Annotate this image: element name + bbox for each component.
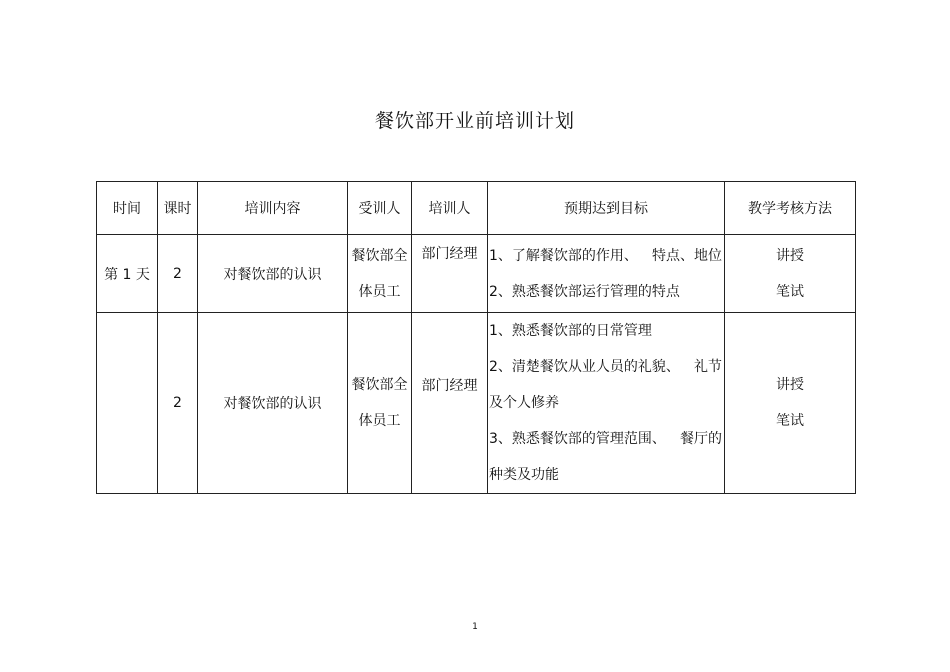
row1-method-written: 笔试 bbox=[776, 283, 804, 300]
row2-trainee-line1: 餐饮部全 bbox=[351, 377, 408, 393]
row2-hours: 2 bbox=[158, 313, 198, 494]
row2-goal3-part-b: 餐厅的 bbox=[680, 431, 722, 447]
row2-trainee bbox=[348, 313, 412, 494]
row2-method-lecture: 讲授 bbox=[776, 377, 804, 393]
page-number: 1 bbox=[472, 622, 478, 632]
row2-trainee-line2: 体员工 bbox=[358, 413, 401, 429]
row1-hours: 2 bbox=[158, 235, 198, 313]
row1-trainer: 部门经理 bbox=[412, 235, 488, 313]
row1-goal1-part-b: 特点、地位 bbox=[652, 247, 722, 264]
row2-goals bbox=[488, 313, 725, 494]
training-plan-table bbox=[96, 181, 856, 494]
row1-time: 第 1 天 bbox=[97, 235, 158, 313]
row2-goal2 bbox=[488, 349, 724, 385]
table-row bbox=[97, 235, 856, 313]
header-content: 培训内容 bbox=[198, 182, 348, 235]
row2-goal2-cont: 及个人修养 bbox=[489, 395, 559, 411]
row2-goal2-part-a: 2、清楚餐饮从业人员的礼貌、 bbox=[489, 359, 680, 375]
header-trainer: 培训人 bbox=[412, 182, 488, 235]
document-title: 餐饮部开业前培训计划 bbox=[374, 110, 575, 132]
header-hours: 课时 bbox=[158, 182, 198, 235]
row1-trainee-line1: 餐饮部全 bbox=[351, 247, 408, 264]
row2-method bbox=[725, 313, 856, 494]
row1-method-lecture: 讲授 bbox=[776, 247, 804, 264]
row1-trainee bbox=[348, 235, 412, 313]
row1-goal1-part-a: 1、了解餐饮部的作用、 bbox=[489, 247, 638, 264]
row2-trainer: 部门经理 bbox=[412, 313, 488, 494]
table-row bbox=[97, 313, 856, 494]
row1-goals bbox=[488, 235, 725, 313]
header-method: 教学考核方法 bbox=[725, 182, 856, 235]
row2-goal2-part-b: 礼节 bbox=[694, 359, 722, 375]
row1-goal2: 2、熟悉餐饮部运行管理的特点 bbox=[489, 283, 680, 300]
row2-time bbox=[97, 313, 158, 494]
row2-goal3-part-a: 3、熟悉餐饮部的管理范围、 bbox=[489, 431, 666, 447]
row2-goal3 bbox=[488, 421, 724, 457]
table-header-row bbox=[97, 182, 856, 235]
row1-content: 对餐饮部的认识 bbox=[198, 235, 348, 313]
row2-method-written: 笔试 bbox=[776, 413, 804, 429]
header-goals: 预期达到目标 bbox=[488, 182, 725, 235]
row2-content: 对餐饮部的认识 bbox=[198, 313, 348, 494]
row2-goal1: 1、熟悉餐饮部的日常管理 bbox=[489, 323, 652, 339]
row1-goal1 bbox=[488, 238, 724, 274]
row2-goal3-cont: 种类及功能 bbox=[489, 467, 559, 483]
row1-method bbox=[725, 235, 856, 313]
header-trainee: 受训人 bbox=[348, 182, 412, 235]
row1-trainee-line2: 体员工 bbox=[358, 283, 401, 300]
header-time: 时间 bbox=[97, 182, 158, 235]
